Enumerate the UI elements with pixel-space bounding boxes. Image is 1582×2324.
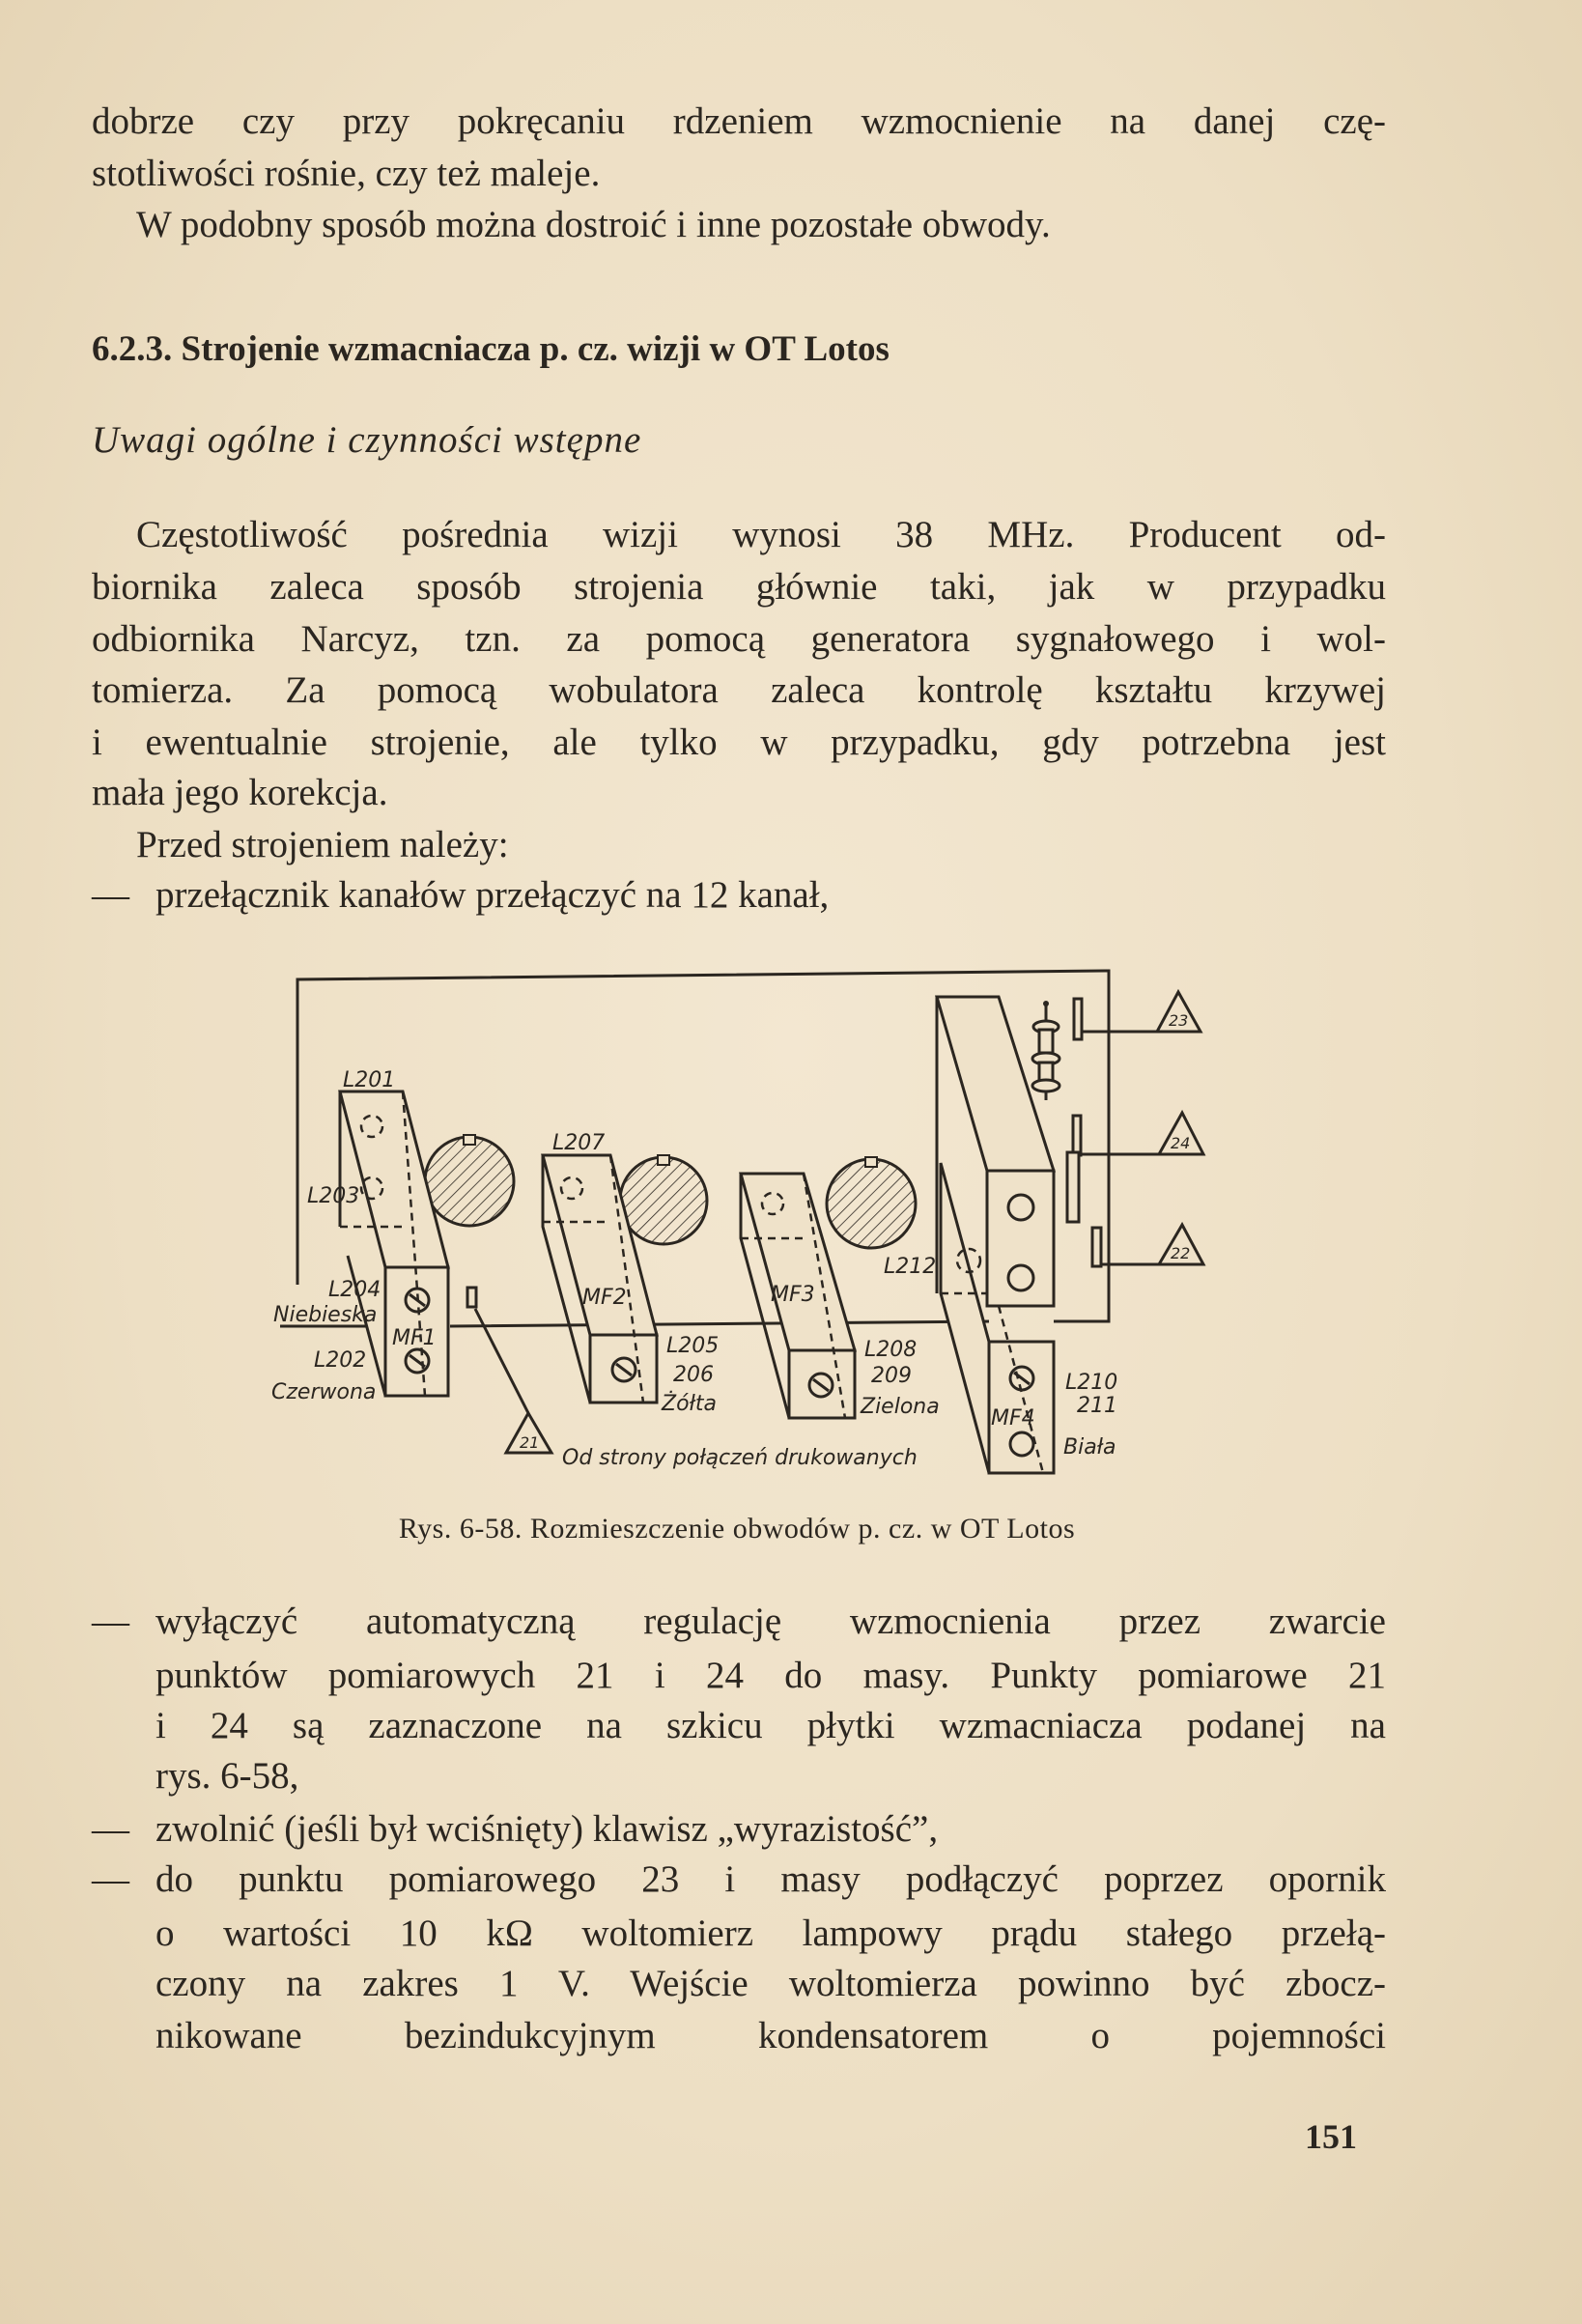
mf4-filter bbox=[937, 997, 1054, 1473]
list-dash: — bbox=[92, 1601, 129, 1642]
coil-former-icon bbox=[1032, 1001, 1059, 1100]
list-item: do punktu pomiarowego 23 i masy podłączyć poprzez opornik bbox=[155, 1858, 1386, 1900]
text-line: odbiornika Narcyz, tzn. za pomocą generatora sygnałowego i wol- bbox=[92, 618, 1386, 660]
svg-text:Od strony połączeń drukowanych: Od strony połączeń drukowanych bbox=[562, 1446, 918, 1470]
svg-text:L205: L205 bbox=[666, 1334, 720, 1358]
svg-text:L204: L204 bbox=[328, 1278, 381, 1302]
svg-text:L203: L203 bbox=[307, 1184, 360, 1208]
svg-text:206: 206 bbox=[673, 1363, 714, 1387]
text-line: mała jego korekcja. bbox=[92, 772, 388, 813]
svg-text:L201: L201 bbox=[343, 1068, 396, 1092]
svg-text:L202: L202 bbox=[314, 1348, 367, 1373]
svg-text:MF1: MF1 bbox=[392, 1326, 437, 1350]
text-line: Częstotliwość pośrednia wizji wynosi 38 MHz. Producent od- bbox=[136, 514, 1386, 555]
svg-text:21: 21 bbox=[520, 1433, 540, 1452]
svg-text:MF2: MF2 bbox=[582, 1286, 627, 1310]
svg-text:22: 22 bbox=[1171, 1244, 1191, 1262]
svg-text:23: 23 bbox=[1169, 1011, 1189, 1030]
svg-text:Niebieska: Niebieska bbox=[273, 1303, 378, 1327]
text-line: tomierza. Za pomocą wobulatora zaleca kontrolę kształtu krzywej bbox=[92, 669, 1386, 711]
text-line: Przed strojeniem należy: bbox=[136, 824, 509, 865]
list-item: przełącznik kanałów przełączyć na 12 kanał, bbox=[155, 874, 830, 916]
list-item: zwolnić (jeśli był wciśnięty) klawisz „wyrazistość”, bbox=[155, 1808, 939, 1850]
text-line: biornika zaleca sposób strojenia głównie taki, jak w przypadku bbox=[92, 566, 1386, 608]
svg-text:211: 211 bbox=[1077, 1394, 1117, 1418]
svg-text:MF3: MF3 bbox=[771, 1283, 815, 1307]
text-line: i ewentualnie strojenie, ale tylko w przypadku, gdy potrzebna jest bbox=[92, 722, 1386, 763]
list-dash: — bbox=[92, 874, 129, 916]
svg-text:L207: L207 bbox=[552, 1131, 606, 1155]
test-point-21 bbox=[467, 1288, 551, 1453]
list-dash: — bbox=[92, 1808, 129, 1850]
ferrite-core-2 bbox=[620, 1155, 707, 1244]
test-point-23 bbox=[1074, 992, 1201, 1039]
list-item: wyłączyć automatyczną regulację wzmocnienia przez zwarcie bbox=[155, 1601, 1386, 1642]
text-line: W podobny sposób można dostroić i inne pozostałe obwody. bbox=[136, 204, 1051, 245]
list-item-line: o wartości 10 kΩ woltomierz lampowy prądu stałego przełą- bbox=[155, 1913, 1386, 1954]
list-item-line: czony na zakres 1 V. Wejście woltomierza powinno być zbocz- bbox=[155, 1963, 1386, 2004]
svg-text:Biała: Biała bbox=[1063, 1435, 1116, 1460]
test-point-24 bbox=[1067, 1113, 1203, 1222]
svg-text:Zielona: Zielona bbox=[861, 1395, 940, 1419]
section-heading: 6.2.3. Strojenie wzmacniacza p. cz. wizji w OT Lotos bbox=[92, 329, 890, 369]
list-item-line: nikowane bezindukcyjnym kondensatorem o pojemności bbox=[155, 2015, 1386, 2056]
list-item-line: punktów pomiarowych 21 i 24 do masy. Punkty pomiarowe 21 bbox=[155, 1655, 1386, 1696]
ferrite-core-3 bbox=[827, 1157, 916, 1248]
svg-text:24: 24 bbox=[1171, 1134, 1191, 1152]
svg-text:MF4: MF4 bbox=[991, 1406, 1035, 1431]
svg-text:L210: L210 bbox=[1065, 1371, 1118, 1395]
svg-text:Czerwona: Czerwona bbox=[271, 1380, 377, 1404]
list-item-line: i 24 są zaznaczone na szkicu płytki wzmacniacza podanej na bbox=[155, 1705, 1386, 1746]
ferrite-core-1 bbox=[425, 1135, 514, 1226]
svg-text:L212: L212 bbox=[884, 1255, 937, 1279]
svg-text:Żółta: Żółta bbox=[662, 1392, 717, 1416]
page-number: 151 bbox=[1305, 2117, 1357, 2156]
text-line: dobrze czy przy pokręcaniu rdzeniem wzmocnienie na danej czę- bbox=[92, 100, 1386, 142]
list-dash: — bbox=[92, 1858, 129, 1900]
list-item-line: rys. 6-58, bbox=[155, 1755, 299, 1797]
subheading: Uwagi ogólne i czynności wstępne bbox=[92, 419, 642, 461]
svg-text:209: 209 bbox=[871, 1364, 912, 1388]
svg-text:L208: L208 bbox=[864, 1338, 918, 1362]
text-line: stotliwości rośnie, czy też maleje. bbox=[92, 153, 601, 194]
figure-caption: Rys. 6-58. Rozmieszczenie obwodów p. cz. w OT Lotos bbox=[398, 1513, 1076, 1545]
